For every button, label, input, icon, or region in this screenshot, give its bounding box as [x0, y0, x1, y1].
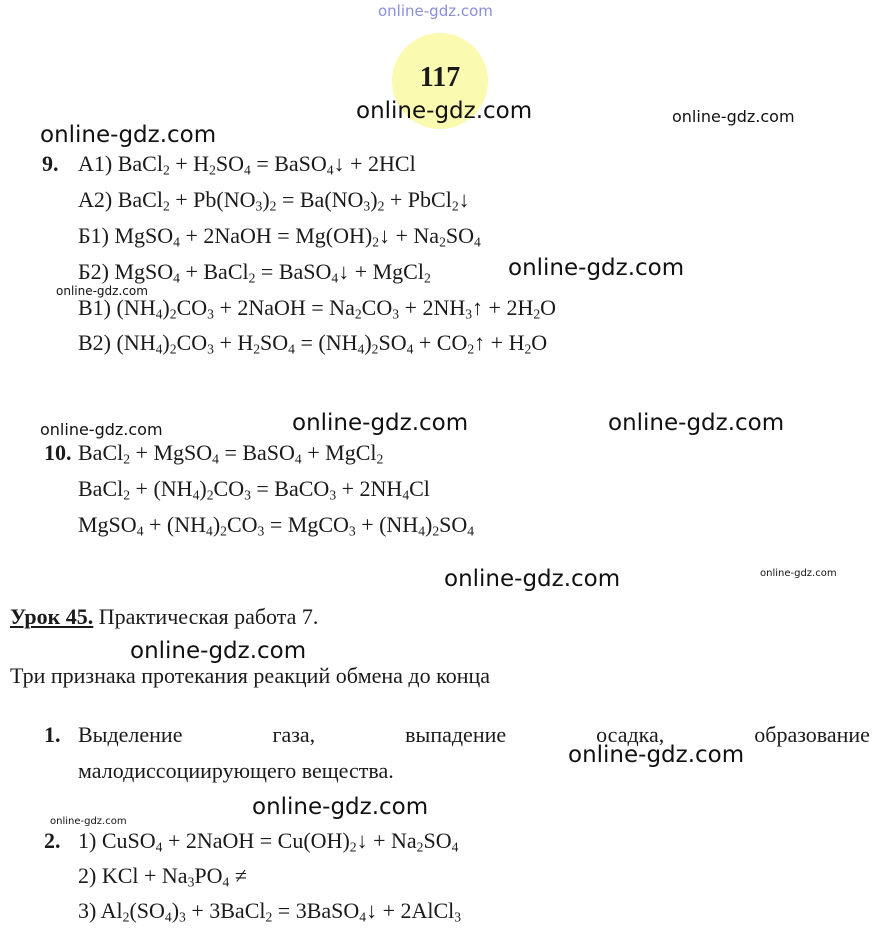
item-1-number: 1. [44, 722, 61, 747]
formula-text: ) [199, 476, 207, 501]
formula-text: ↓ + Na [379, 223, 440, 248]
formula-text: + 2NaOH = Mg(OH) [179, 223, 373, 248]
watermark: online-gdz.com [50, 816, 127, 827]
subscript: 4 [155, 341, 163, 357]
equation-line [78, 151, 416, 178]
subscript: 4 [467, 523, 475, 539]
subscript: 4 [244, 162, 251, 178]
formula-text: ↑ + H [474, 330, 525, 355]
subscript: 4 [288, 341, 295, 357]
formula-text: + 3BaCl [185, 898, 266, 923]
formula-text: Б1) MgSO [78, 223, 174, 248]
formula-text: CO [226, 512, 258, 537]
subscript: 4 [331, 270, 339, 286]
formula-text: + 2NH [399, 295, 466, 320]
subscript: 2 [162, 162, 170, 178]
formula-text: + PbCl [384, 187, 452, 212]
formula-text: = (NH [294, 330, 358, 355]
subscript: 2 [269, 198, 277, 214]
formula-text: CO [176, 330, 208, 355]
formula-text: = BaCO [250, 476, 330, 501]
subscript: 2 [377, 198, 385, 214]
subscript: 3 [207, 341, 214, 357]
watermark: online-gdz.com [608, 410, 785, 436]
formula-text: BaCl [78, 476, 124, 501]
formula-text: + BaCl [179, 259, 249, 284]
formula-text: SO [445, 223, 475, 248]
subscript: 2 [439, 234, 446, 250]
formula-text: Cl [409, 476, 430, 501]
formula-text: SO [378, 330, 407, 355]
subscript: 4 [206, 523, 213, 539]
watermark: online-gdz.com [40, 122, 217, 148]
equation-line [78, 512, 474, 539]
equation-line [78, 440, 383, 467]
formula-text: SO [215, 151, 244, 176]
watermark: online-gdz.com [378, 2, 493, 20]
subscript: 4 [474, 234, 481, 250]
word: Выделение [78, 722, 183, 747]
subscript: 2 [169, 341, 177, 357]
item-2-number: 2. [44, 828, 61, 853]
subscript: 3 [244, 487, 251, 503]
word: выпадение [405, 722, 507, 747]
subscript: 4 [406, 341, 414, 357]
subscript: 4 [418, 523, 426, 539]
formula-text: А1) BaCl [78, 151, 163, 176]
subscript: 2 [372, 234, 380, 250]
subscript: 4 [359, 909, 367, 925]
watermark: online-gdz.com [672, 107, 795, 126]
formula-text: ) [212, 512, 221, 537]
subscript: 2 [209, 162, 216, 178]
subscript: 2 [432, 523, 440, 539]
subscript: 2 [451, 198, 459, 214]
subscript: 4 [451, 839, 459, 855]
formula-text: + H [213, 330, 254, 355]
subscript: 3 [257, 523, 265, 539]
task-9-number: 9. [42, 151, 59, 176]
formula-text: = 3BaSO [272, 898, 360, 923]
equation-line [78, 828, 458, 855]
lesson-title: Практическая работа 7. [93, 604, 319, 629]
formula-text: SO [260, 330, 289, 355]
formula-text: В1) (NH [78, 295, 156, 320]
subscript: 2 [423, 270, 431, 286]
formula-text: BaCl [78, 440, 124, 465]
item-1-line-2: малодиссоциирующего вещества. [78, 758, 394, 783]
subscript: 3 [363, 198, 371, 214]
formula-text: В2) (NH [78, 330, 156, 355]
formula-text: + MgSO [130, 440, 213, 465]
formula-text: CO [361, 295, 393, 320]
subscript: 2 [123, 487, 131, 503]
subscript: 3 [454, 909, 462, 925]
equation-line [78, 330, 547, 357]
watermark: online-gdz.com [252, 794, 429, 820]
subscript: 2 [206, 487, 214, 503]
formula-text: + 2NaOH = Cu(OH) [162, 828, 350, 853]
formula-text: + 2NH [336, 476, 403, 501]
subscript: 2 [533, 306, 541, 322]
subscript: 4 [294, 451, 302, 467]
formula-text: + Pb(NO [169, 187, 256, 212]
formula-text: ) [162, 295, 170, 320]
equation-line [78, 259, 431, 286]
subscript: 2 [376, 451, 384, 467]
formula-text: 2) KCl + Na [78, 863, 188, 888]
formula-text: MgSO [78, 512, 137, 537]
formula-text: (SO [129, 898, 165, 923]
watermark: online-gdz.com [444, 566, 621, 592]
lesson-heading [10, 604, 318, 630]
subscript: 3 [465, 306, 473, 322]
subscript: 4 [173, 270, 180, 286]
formula-text: ↓ + 2HCl [333, 151, 416, 176]
formula-text: ≠ [229, 863, 247, 888]
formula-text: = MgCO [264, 512, 349, 537]
formula-text: 1) CuSO [78, 828, 156, 853]
subscript: 3 [187, 874, 195, 890]
formula-text: ↓ + MgCl [338, 259, 424, 284]
equation-line [78, 863, 247, 890]
formula-text: ) [171, 898, 180, 923]
equation-line [78, 898, 461, 925]
subscript: 4 [326, 162, 334, 178]
subscript: 2 [354, 306, 362, 322]
formula-text: O [531, 330, 548, 355]
formula-text: SO [423, 828, 452, 853]
formula-text: SO [439, 512, 468, 537]
watermark: online-gdz.com [508, 255, 685, 281]
watermark: online-gdz.com [356, 98, 533, 124]
formula-text: + (NH [130, 476, 193, 501]
subscript: 2 [123, 451, 131, 467]
formula-text: ↑ + 2H [472, 295, 534, 320]
subscript: 4 [173, 234, 180, 250]
subscript: 4 [164, 909, 172, 925]
word: осадка, [596, 722, 665, 747]
subscript: 4 [222, 874, 230, 890]
subscript: 3 [348, 523, 356, 539]
subscript: 2 [265, 909, 273, 925]
subscript: 2 [524, 341, 532, 357]
subscript: 4 [357, 341, 365, 357]
word: газа, [272, 722, 316, 747]
subscript: 2 [416, 839, 424, 855]
subscript: 2 [169, 306, 177, 322]
formula-text: CO [176, 295, 208, 320]
subscript: 4 [155, 306, 163, 322]
formula-text: O [540, 295, 557, 320]
watermark: online-gdz.com [130, 638, 307, 664]
formula-text: ) [262, 187, 270, 212]
subscript: 4 [192, 487, 200, 503]
formula-text: ↓ + Na [356, 828, 417, 853]
page-number: 117 [419, 62, 461, 93]
formula-text: + H [169, 151, 210, 176]
watermark: online-gdz.com [56, 284, 148, 298]
watermark: online-gdz.com [40, 420, 163, 439]
watermark: online-gdz.com [760, 568, 837, 579]
formula-text: ) [162, 330, 170, 355]
subscript: 4 [136, 523, 144, 539]
subscript: 3 [392, 306, 400, 322]
subscript: 2 [122, 909, 130, 925]
equation-line [78, 187, 470, 214]
formula-text: = BaSO [255, 259, 332, 284]
lesson-subtitle: Три признака протекания реакций обмена до конца [10, 663, 491, 688]
subscript: 3 [255, 198, 263, 214]
task-10-number: 10. [44, 440, 72, 465]
watermark: online-gdz.com [292, 410, 469, 436]
formula-text: 3) Al [78, 898, 123, 923]
formula-text: + MgCl [301, 440, 377, 465]
subscript: 2 [467, 341, 475, 357]
formula-text: CO [213, 476, 245, 501]
subscript: 3 [179, 909, 186, 925]
formula-text: + CO [413, 330, 468, 355]
watermark: online-gdz.com [568, 742, 745, 768]
formula-text: PO [194, 863, 223, 888]
subscript: 2 [253, 341, 261, 357]
subscript: 4 [155, 839, 163, 855]
formula-text: = BaSO [218, 440, 295, 465]
formula-text: Б2) MgSO [78, 259, 174, 284]
formula-text: + (NH [355, 512, 419, 537]
formula-text: ↓ + 2AlCl [366, 898, 455, 923]
subscript: 2 [220, 523, 227, 539]
formula-text: + 2NaOH = Na [213, 295, 355, 320]
subscript: 2 [371, 341, 379, 357]
equation-line [78, 476, 430, 503]
equation-line [78, 295, 556, 322]
subscript: 3 [329, 487, 337, 503]
formula-text: ) [364, 330, 372, 355]
subscript: 3 [207, 306, 214, 322]
equation-line [78, 223, 481, 250]
formula-text: ) [370, 187, 378, 212]
subscript: 2 [248, 270, 256, 286]
subscript: 4 [402, 487, 410, 503]
lesson-label: Урок 45. [10, 604, 94, 629]
formula-text: = Ba(NO [276, 187, 364, 212]
subscript: 4 [212, 451, 219, 467]
formula-text: А2) BaCl [78, 187, 163, 212]
formula-text: ↓ [458, 187, 470, 212]
item-1-line-1 [78, 722, 870, 748]
formula-text: ) [425, 512, 433, 537]
formula-text: = BaSO [250, 151, 327, 176]
subscript: 2 [162, 198, 170, 214]
formula-text: + (NH [143, 512, 207, 537]
word: образование [754, 722, 870, 747]
subscript: 2 [349, 839, 357, 855]
